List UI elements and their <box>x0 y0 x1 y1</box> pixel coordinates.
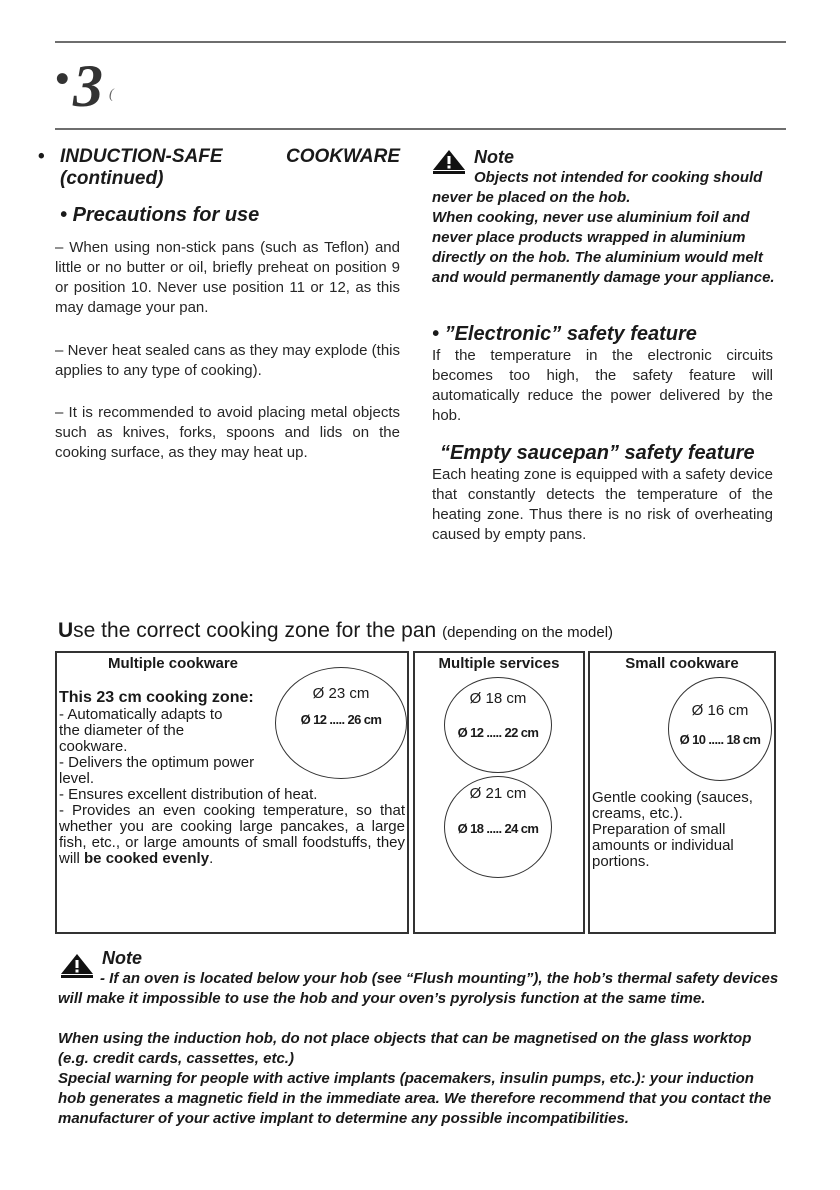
zone-line: cookware. <box>59 738 128 755</box>
circle-range: Ø 12 ..... 26 cm <box>300 712 382 727</box>
small-cookware-text: Gentle cooking (sauces, creams, etc.). Preparation of small amounts or individual portions. <box>592 789 753 870</box>
cooking-zone-16cm-circle <box>668 677 772 781</box>
circle-range: Ø 12 ..... 22 cm <box>457 725 539 740</box>
multiple-cookware-heading: Multiple cookware <box>107 655 239 672</box>
precaution-paragraph-3: – It is recommended to avoid placing metal objects such as knives, forks, spoons and lids on the cooking surface, as they may heat up. <box>55 404 400 461</box>
small-cookware-heading: Small cookware <box>625 655 739 672</box>
zone-line: - Automatically adapts to <box>59 706 223 723</box>
cooking-zone-18cm-circle <box>444 677 552 773</box>
multiple-cookware-text <box>59 689 405 867</box>
note-paragraph-1: - If an oven is located below your hob (see “Flush mounting”), the hob’s thermal safety devices will make it impossible to use the hob and your oven’s pyrolysis function at the same time. <box>58 970 779 1007</box>
circle-diameter: Ø 21 cm <box>469 785 527 802</box>
header-rule <box>55 128 786 130</box>
note-paragraph-3: Special warning for people with active implants (pacemakers, insulin pumps, etc.): your induction hob generates a magnetic field in the immediate area. We therefore recommend that you contact the manufacturer of your active implant to determine any possible incompatibilities. <box>58 1070 772 1127</box>
empty-saucepan-title: “Empty saucepan” safety feature <box>440 442 755 464</box>
zone-line: level. <box>59 770 95 787</box>
circle-diameter: Ø 16 cm <box>691 702 749 719</box>
multiple-cookware-box <box>55 651 409 934</box>
zone-line-last: - Provides an even cooking temperature, so that whether you are cooking large pancakes, a large fish, etc., or large amounts of small foodstuffs, they will be cooked evenly. <box>59 802 405 867</box>
precautions-title: • Precautions for use <box>60 204 260 226</box>
circle-range: Ø 18 ..... 24 cm <box>457 821 539 836</box>
note-title: Note <box>474 147 514 167</box>
small-cookware-box <box>588 651 776 934</box>
precaution-paragraph-1: – When using non-stick pans (such as Teflon) and little or no butter or oil, briefly preheat on position 9 or position 10. Never use position 11 or 12, as this may damage your pan. <box>55 239 400 316</box>
chapter-number: •3 ( <box>55 53 114 119</box>
electronic-safety-title: • ”Electronic” safety feature <box>432 323 697 345</box>
multiple-services-box <box>413 651 585 934</box>
zone-intro: This 23 cm cooking zone: <box>59 689 254 706</box>
circle-range: Ø 10 ..... 18 cm <box>679 732 761 747</box>
note-text-first: Objects not intended for cooking should never be placed on the hob. <box>432 169 763 206</box>
circle-diameter: Ø 18 cm <box>469 690 527 707</box>
circle-diameter: Ø 23 cm <box>312 685 370 702</box>
zone-line: - Ensures excellent distribution of heat. <box>59 786 318 803</box>
zone-line: the diameter of the <box>59 722 185 739</box>
top-rule <box>55 41 786 43</box>
zone-line: - Delivers the optimum power <box>59 754 255 771</box>
precaution-paragraph-2: – Never heat sealed cans as they may explode (this applies to any type of cooking). <box>55 342 400 379</box>
note-text-second: When cooking, never use aluminium foil and never place products wrapped in aluminium directly on the hob. The aluminium would melt and would permanently damage your appliance. <box>432 209 775 286</box>
zone-section-title: Use the correct cooking zone for the pan (depending on the model) <box>58 619 614 642</box>
cooking-zone-21cm-circle <box>444 776 552 878</box>
multiple-services-heading: Multiple services <box>438 655 560 672</box>
note-paragraph-2: When using the induction hob, do not place objects that can be magnetised on the glass worktop (e.g. credit cards, cassettes, etc.) <box>58 1030 752 1067</box>
empty-saucepan-text: Each heating zone is equipped with a safety device that constantly detects the temperature of the heating zone. Thus there is no risk of overheating caused by empty pans. <box>432 466 773 543</box>
note-title: Note <box>102 948 142 968</box>
electronic-safety-text: If the temperature in the electronic circuits becomes too high, the safety feature will automatically reduce the power delivered by the hob. <box>432 347 773 424</box>
